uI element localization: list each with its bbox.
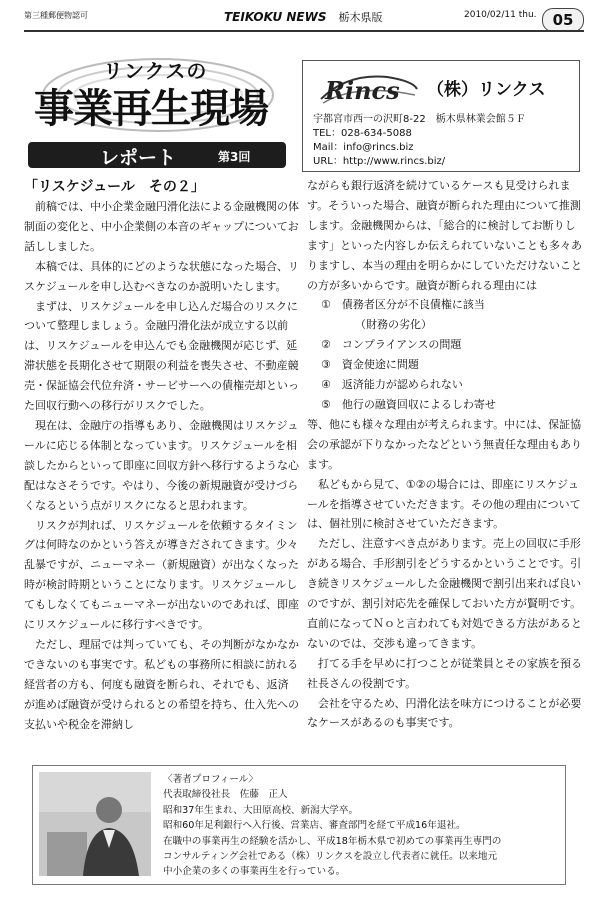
company-box xyxy=(302,60,580,172)
article-paragraph: ただし、注意すべき点があります。売上の回収に手形がある場合、手形割引をどうするかということです。引き続きリスケジュールした金融機関で割引出来れば良いのですが、割引対応先を確保しておいた方が賢明です。直前になってＮｏと言われても対処できる方法があるとないのでは、交渉も違ってきます。 xyxy=(307,537,582,650)
title-kicker: リンクスの xyxy=(103,59,208,83)
reason-item-note: （財務の劣化） xyxy=(355,318,432,332)
company-tel: TEL：028-634-5088 xyxy=(313,128,412,139)
logo-text: Rincs xyxy=(325,76,400,105)
article-paragraph: ただし、理屈では判っていても、その判断がなかなかできないのも事実です。私どもの事務所に相談に訪れる経営者の方も、何度も融資を断られ、それでも、返済が進めば融資が受けられるとの希望を持ち、仕入先への支払いや税金を滞納し xyxy=(24,637,299,731)
profile-line: 昭和37年生まれ、大田原高校、新潟大学卒。 xyxy=(163,804,359,816)
profile-name: 代表取締役社長 佐藤 正人 xyxy=(163,789,288,801)
author-photo-illustration xyxy=(39,772,151,876)
profile-line: 昭和60年足利銀行へ入行後、営業店、審査部門を経て平成16年退社。 xyxy=(163,820,466,832)
reason-item: ④ 返済能力が認められない xyxy=(321,378,463,392)
issue-date: 2010/02/11 thu. xyxy=(464,10,537,20)
postal-permit: 第三種郵便物認可 xyxy=(24,11,88,20)
article-paragraph: 本稿では、具体的にどのような状態になった場合、リスケジュールを申し込むべきなのか説明いたします。 xyxy=(24,259,299,293)
reason-item: ③ 資金使途に問題 xyxy=(321,358,419,372)
article-paragraph: 会社を守るため、円滑化法を味方につけることが必要なケースがあるのも事実です。 xyxy=(307,696,582,730)
header-rule xyxy=(24,30,584,32)
article-paragraph: 現在は、金融庁の指導もあり、金融機関はリスケジュールに応じる体制となっています。リスケジュールを相談したからといって即座に回収方針へ移行するような心配はなさそうです。やはり、今後の新規融資が受けづらくなるという点がリスクになると思われます。 xyxy=(24,418,299,512)
newspaper-name xyxy=(224,8,383,25)
company-address: 宇都宮市西一の沢町8-22 栃木県林業会館５Ｆ xyxy=(313,114,526,125)
newspaper-title: TEIKOKU NEWS xyxy=(224,10,327,24)
article-column-left xyxy=(24,176,299,734)
company-name: （株）リンクス xyxy=(427,80,546,100)
profile-line: 中小企業の多くの事業再生を行っている。 xyxy=(163,866,346,878)
author-photo xyxy=(39,772,151,876)
article-column-right xyxy=(307,176,582,733)
article-paragraph: 等、他にも様々な理由が考えられます。中には、保証協会の承認が下りなかったなどという無責任な理由もあります。 xyxy=(307,417,582,471)
article-paragraph: 前稿では、中小企業金融円滑化法による金融機関の体制面の変化と、中小企業側の本音のギャップについてお話ししました。 xyxy=(24,200,299,253)
reason-item: ⑤ 他行の融資回収によるしわ寄せ xyxy=(321,397,496,411)
company-contact xyxy=(313,113,526,169)
reason-item: ① 債務者区分が不良債権に該当 xyxy=(321,298,485,312)
page-header xyxy=(24,8,584,38)
page-number: 05 xyxy=(542,8,584,32)
reason-item: ② コンプライアンスの問題 xyxy=(321,338,462,352)
column-title xyxy=(28,55,290,173)
article-heading: 「リスケジュール その２」 xyxy=(24,179,205,195)
article-paragraph: まずは、リスケジュールを申し込んだ場合のリスクについて整理しましょう。金融円滑化法が成立する以前は、リスケジュールを申込んでも金融機関が応じず、延滞状態を長期化させて期限の利益を喪失させ、不動産競売・保証協会代位弁済・サービサーへの債権売却といった回収行動への移行がリスクでした。 xyxy=(24,299,299,413)
article-paragraph: リスクが判れば、リスケジュールを依頼するタイミングは何時なのかという答えが導きだされてきます。少々乱暴ですが、ニューマネー（新規融資）が出なくなった時が検討時期ということになります。リスケジュールしてもしなくてもニューマネーが出ないのであれば、即座にリスケジュールに移行すべきです。 xyxy=(24,518,299,632)
profile-line: 在職中の事業再生の経験を活かし、平成18年栃木県で初めての事業再生専門の xyxy=(163,835,502,847)
rincs-logo xyxy=(317,69,421,107)
profile-line: コンサルティング会社である（株）リンクスを設立し代表者に就任。以来地元 xyxy=(163,851,498,863)
article-paragraph: 私どもから見て、①②の場合には、即座にリスケジュールを指導させていただきます。その他の理由については、個社別に検討させていただきます。 xyxy=(307,477,581,531)
title-main: 事業再生現場 xyxy=(34,85,268,132)
company-mail: Mail：info@rincs.biz xyxy=(313,142,414,153)
profile-heading: 〈著者プロフィール〉 xyxy=(163,774,258,785)
edition-label: 栃木県版 xyxy=(338,11,383,24)
profile-text xyxy=(163,772,558,880)
title-report: レポート xyxy=(100,147,177,169)
article-paragraph: 打てる手を早めに打つことが従業員とその家族を預る社長さんの役割です。 xyxy=(307,656,582,690)
author-profile xyxy=(32,765,566,885)
title-volume: 第3回 xyxy=(218,150,251,164)
company-url: URL：http://www.rincs.biz/ xyxy=(313,156,446,167)
article-paragraph: ながらも銀行返済を続けているケースも見受けられます。そういった場合、融資が断られた理由について推測します。金融機関からは、「総合的に検討してお断りします」といった内容しか伝えられていないことも多々ありますし、本当の理由を明らかにしていただけないことの方が多いからです。融資が断られる理由には xyxy=(307,179,582,292)
